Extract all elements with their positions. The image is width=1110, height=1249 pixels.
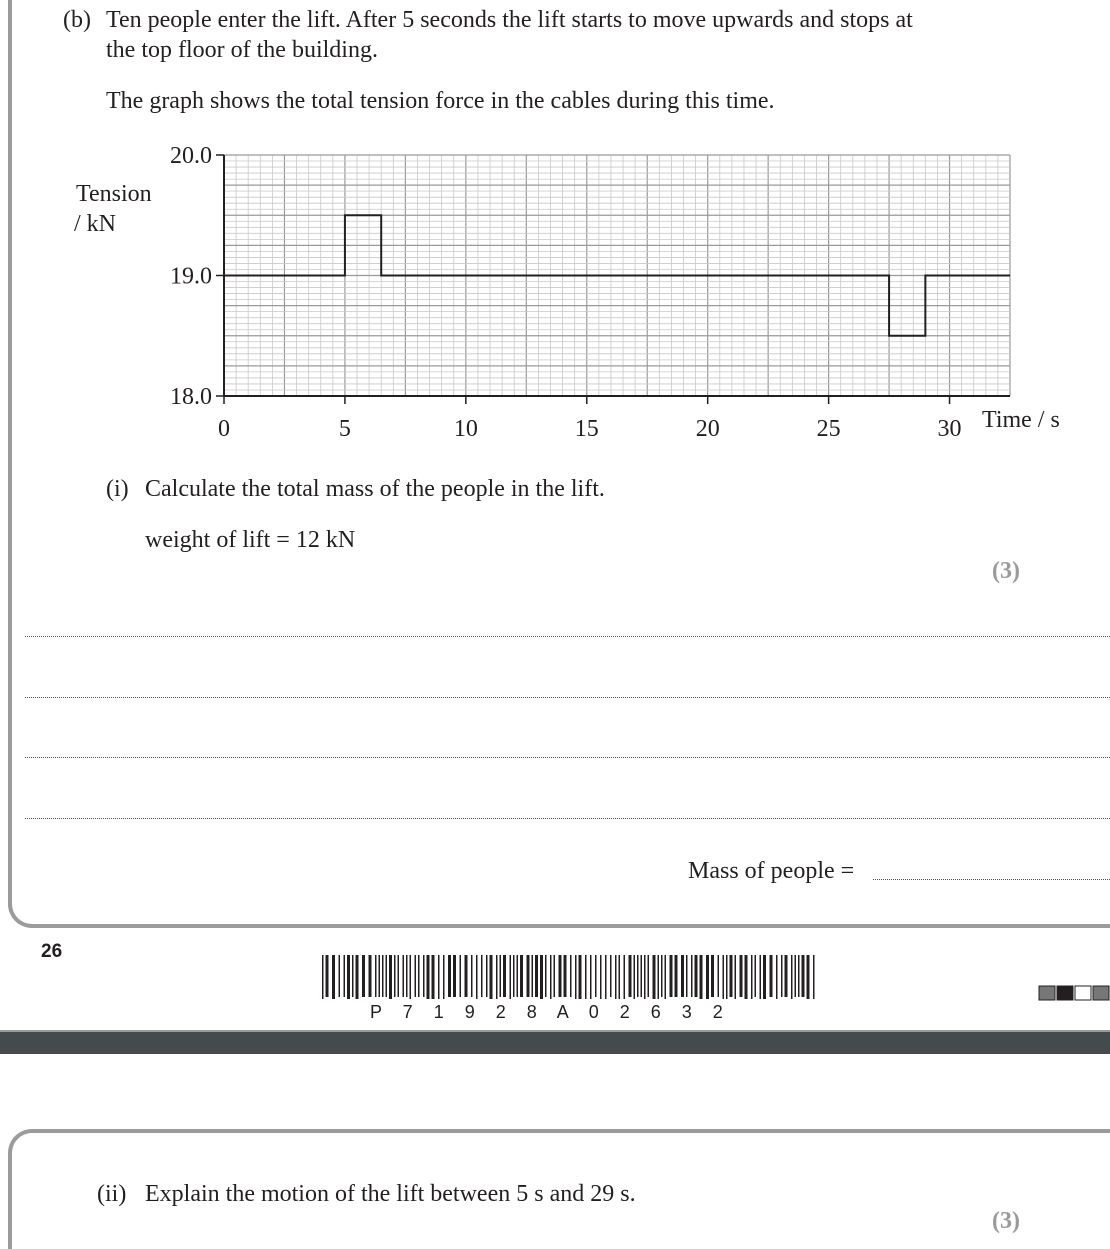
barcode-bar (695, 955, 698, 997)
barcode-bar (711, 955, 714, 997)
barcode-bar (590, 955, 592, 999)
marks-part-ii: (3) (992, 1208, 1020, 1234)
barcode-bar (448, 955, 451, 997)
barcode-bar (745, 955, 748, 999)
barcode-bar (554, 955, 556, 997)
barcode-bar (579, 955, 582, 999)
barcode-bar (615, 955, 617, 999)
barcode-bar (386, 955, 388, 997)
barcode-bar (726, 955, 728, 999)
barcode-bar (564, 955, 567, 997)
barcode-bar (410, 955, 412, 999)
y-axis-label-line2: / kN (74, 211, 116, 237)
barcode-bar (658, 955, 660, 999)
barcode-bar (460, 955, 462, 997)
barcode-bar (356, 955, 359, 999)
page-number: 26 (41, 941, 63, 962)
x-tick-label: 5 (338, 416, 351, 442)
part-i-label: (i) (106, 476, 129, 502)
barcode-bar (619, 955, 621, 999)
barcode-bar (510, 955, 512, 999)
answer-line-3[interactable] (25, 757, 1110, 758)
x-tick-label: 15 (574, 416, 599, 442)
page-marker-squares (1038, 985, 1110, 1001)
part-b-label: (b) (63, 7, 91, 33)
barcode-bar (369, 955, 372, 997)
barcode-bar (471, 955, 473, 997)
barcode-bar (585, 955, 587, 999)
graph-caption: The graph shows the total tension force in the cables during this time. (106, 88, 775, 114)
y-tick-label: 19.0 (170, 263, 212, 290)
barcode-bar (432, 955, 435, 999)
barcode-bar (686, 955, 688, 997)
barcode-bar (641, 955, 643, 997)
barcode-bar (559, 955, 562, 997)
barcode-bar (575, 955, 577, 999)
answer-line-2[interactable] (25, 697, 1110, 698)
barcode-bar (791, 955, 793, 999)
barcode-bar (776, 955, 778, 999)
barcode-bar (532, 955, 534, 997)
barcode-bar (718, 955, 720, 997)
barcode-bar (700, 955, 703, 999)
barcode-bar (550, 955, 552, 999)
barcode-bar (600, 955, 602, 999)
chart-axes (216, 155, 1010, 404)
barcode-bar (570, 955, 572, 997)
barcode-bar (605, 955, 607, 999)
x-tick-label: 30 (937, 416, 962, 442)
barcode-bar (352, 955, 354, 997)
barcode-bar (500, 955, 502, 997)
barcode-bar (375, 955, 377, 997)
barcode-bar (624, 955, 626, 999)
barcode-bar (653, 955, 656, 999)
barcode (322, 955, 822, 1023)
barcode-bar (486, 955, 488, 997)
barcode-bar (443, 955, 445, 999)
barcode-bar (813, 955, 815, 999)
barcode-bar (339, 955, 341, 997)
barcode-bar (527, 955, 530, 997)
barcode-bar (427, 955, 430, 999)
barcode-bar (398, 955, 400, 997)
barcode-bar (781, 955, 783, 997)
answer-line-4[interactable] (25, 818, 1110, 819)
intro-line-1: Ten people enter the lift. After 5 seconds the lift starts to move upwards and stops at (106, 7, 913, 33)
answer-line-1[interactable] (25, 636, 1110, 637)
barcode-bar (763, 955, 766, 999)
barcode-bar (389, 955, 392, 999)
barcode-bar (751, 955, 753, 999)
barcode-bar (681, 955, 684, 997)
tension-time-graph (0, 130, 1110, 450)
barcode-bar (629, 955, 632, 997)
barcode-bar (670, 955, 673, 997)
barcode-bar (362, 955, 365, 997)
barcode-bar (418, 955, 420, 997)
marks-part-i: (3) (992, 558, 1020, 584)
barcode-bar (735, 955, 737, 999)
barcode-bar (610, 955, 612, 997)
mass-answer-label: Mass of people = (688, 858, 855, 884)
barcode-bar (322, 955, 324, 999)
barcode-bar (465, 955, 468, 997)
part-ii-label: (ii) (97, 1181, 127, 1207)
barcode-bar (326, 955, 329, 997)
barcode-bar (517, 955, 519, 997)
y-tick-label: 20.0 (170, 143, 212, 169)
barcode-bar (802, 955, 805, 997)
barcode-bar (770, 955, 773, 997)
x-tick-label: 10 (453, 416, 478, 442)
barcode-bar (760, 955, 762, 999)
intro-line-2: the top floor of the building. (106, 37, 378, 63)
barcode-bar (344, 955, 346, 997)
barcode-bar (406, 955, 408, 997)
barcode-bar (661, 955, 663, 997)
y-tick-label: 18.0 (170, 384, 212, 410)
barcode-bar (513, 955, 515, 997)
barcode-bar (665, 955, 667, 999)
barcode-bar (347, 955, 350, 999)
barcode-bar (740, 955, 743, 997)
barcode-bar (807, 955, 810, 999)
barcode-bar (476, 955, 478, 999)
barcode-bar (382, 955, 384, 997)
barcode-bar (644, 955, 646, 999)
barcode-bar (545, 955, 547, 997)
x-axis-label: Time / s (982, 407, 1060, 433)
barcode-bar (595, 955, 597, 997)
barcode-bar (423, 955, 425, 997)
part-i-prompt: Calculate the total mass of the people in the lift. (145, 476, 605, 502)
barcode-bar (481, 955, 483, 997)
mass-answer-field[interactable] (873, 879, 1110, 880)
barcode-bar (520, 955, 523, 997)
y-axis-label-line1: Tension (76, 181, 152, 207)
barcode-bar (415, 955, 417, 997)
barcode-bar (706, 955, 709, 999)
barcode-bar (648, 955, 650, 997)
page-separator-band (0, 1030, 1110, 1054)
barcode-bar (379, 955, 381, 997)
barcode-bar (691, 955, 693, 997)
x-tick-label: 20 (695, 416, 720, 442)
barcode-bar (634, 955, 636, 999)
barcode-bar (795, 955, 797, 997)
barcode-bar (785, 955, 788, 997)
barcode-bar (675, 955, 678, 997)
barcode-bar (535, 955, 538, 997)
part-ii-prompt: Explain the motion of the lift between 5 s and 29 s. (145, 1181, 636, 1207)
barcode-bar (540, 955, 543, 999)
barcode-bar (798, 955, 800, 997)
barcode-bar (332, 955, 335, 999)
barcode-bar (453, 955, 456, 997)
given-weight: weight of lift = 12 kN (145, 527, 356, 553)
barcode-bar (730, 955, 733, 997)
barcode-bar (438, 955, 440, 999)
x-tick-label: 25 (816, 416, 841, 442)
barcode-bar (496, 955, 498, 999)
barcode-bar (755, 955, 757, 997)
barcode-bar (503, 955, 506, 997)
chart-tick-labels (170, 143, 962, 442)
barcode-text: P 7 1 9 2 8 A 0 2 6 3 2 (370, 1002, 731, 1022)
barcode-bar (637, 955, 639, 997)
barcode-bar (723, 955, 725, 999)
x-tick-label: 0 (218, 416, 230, 442)
barcode-bar (403, 955, 405, 997)
barcode-bar (394, 955, 396, 997)
barcode-bar (490, 955, 493, 999)
